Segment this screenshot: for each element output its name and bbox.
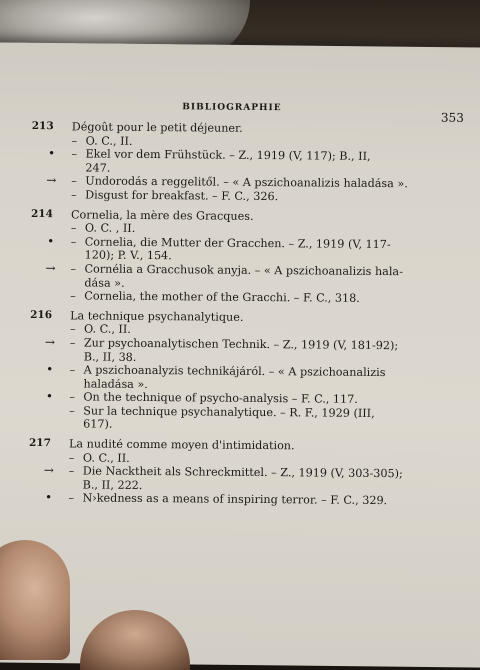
entry-continuation: haladása ». bbox=[83, 377, 148, 391]
bibliography-entry bbox=[28, 437, 469, 509]
blank-marker bbox=[31, 188, 71, 202]
entry-text: O. C., II. bbox=[85, 134, 133, 148]
entry-continuation: B., II, 222. bbox=[82, 478, 143, 492]
dash: – bbox=[69, 404, 75, 418]
dash: – bbox=[70, 289, 76, 303]
entry-continuation: B., II, 38. bbox=[83, 349, 137, 364]
bibliography-entry bbox=[30, 208, 471, 307]
entry-line bbox=[30, 289, 470, 306]
dash: – bbox=[69, 363, 76, 377]
entry-text: O. C., II. bbox=[83, 322, 131, 337]
dash: – bbox=[71, 188, 77, 202]
entry-continuation: 247. bbox=[85, 161, 111, 175]
entry-title: Cornelia, la mère des Gracques. bbox=[70, 207, 254, 223]
blank-marker bbox=[30, 289, 70, 303]
thumb bbox=[0, 540, 70, 660]
arrow-marker: → bbox=[45, 261, 56, 276]
running-head: BIBLIOGRAPHIE bbox=[182, 102, 282, 114]
entry-title: Dégoût pour le petit déjeuner. bbox=[71, 120, 243, 135]
bibliography-entry bbox=[29, 309, 470, 435]
dash: – bbox=[71, 133, 78, 147]
entry-number: 216 bbox=[30, 308, 53, 321]
blank-marker bbox=[30, 322, 70, 336]
dash: – bbox=[69, 390, 76, 404]
page-number: 353 bbox=[440, 110, 464, 125]
entry-text: Cornelia, die Mutter der Gracchen. – Z., 1919 (V, 117- bbox=[84, 235, 391, 251]
entry-text: On the technique of psycho-analysis – F. C., 117. bbox=[83, 390, 358, 407]
arrow-marker: → bbox=[43, 463, 54, 478]
bullet-marker: • bbox=[45, 389, 54, 404]
entry-number: 213 bbox=[31, 119, 54, 133]
bullet-marker: • bbox=[46, 362, 54, 377]
entry-continuation: dása ». bbox=[84, 275, 125, 290]
entry-continuation: 120); P. V., 154. bbox=[84, 248, 172, 263]
entry-number: 214 bbox=[30, 207, 53, 220]
dash: – bbox=[68, 491, 75, 505]
entry-text: O. C., II. bbox=[82, 451, 130, 465]
entry-text: Cornelia, the mother of the Gracchi. – F. C., 318. bbox=[84, 289, 360, 305]
dash: – bbox=[68, 464, 75, 478]
dash: – bbox=[69, 336, 76, 350]
entry-line bbox=[31, 188, 471, 205]
dash: – bbox=[71, 174, 77, 188]
blank-marker bbox=[29, 404, 69, 418]
bibliography-entry bbox=[31, 120, 472, 205]
entry-text: O. C. , II. bbox=[84, 221, 136, 236]
entry-title: La nudité comme moyen d'intimidation. bbox=[68, 437, 295, 453]
entry-text: N›kedness as a means of inspiring terror. – F. C., 329. bbox=[82, 491, 388, 508]
bullet-marker: • bbox=[47, 233, 55, 248]
dash: – bbox=[69, 322, 76, 336]
dash: – bbox=[70, 262, 77, 276]
entry-title: La technique psychanalytique. bbox=[70, 309, 244, 324]
dash: – bbox=[68, 450, 75, 465]
entry-text: Disgust for breakfast. – F. C., 326. bbox=[85, 188, 279, 204]
dash: – bbox=[71, 147, 78, 161]
dash: – bbox=[70, 235, 77, 249]
entry-text: Undorodás a reggelitől. – « A pszichoanalizis haladása ». bbox=[85, 174, 408, 191]
entry-text: Ekel vor dem Frühstück. – Z., 1919 (V, 117); B., II, bbox=[85, 147, 371, 164]
entry-text: A pszichoanalyzis technikájáról. – « A pszichoanalizis bbox=[83, 363, 386, 380]
bullet-marker: • bbox=[44, 490, 53, 505]
entry-text: Cornélia a Gracchusok anyja. – « A pszichoanalizis hala- bbox=[84, 262, 403, 279]
entry-text: Sur la technique psychanalytique. – R. F., 1929 (III, bbox=[83, 404, 375, 420]
arrow-marker: → bbox=[44, 335, 55, 350]
arrow-marker: → bbox=[46, 173, 57, 188]
entry-number: 217 bbox=[28, 437, 51, 450]
entry-continuation: 617). bbox=[83, 417, 113, 432]
entry-line bbox=[28, 491, 468, 508]
bullet-marker: • bbox=[47, 146, 56, 161]
entry-text: Zur psychoanalytischen Technik. – Z., 1919 (V, 181-92); bbox=[83, 336, 399, 353]
bibliography-entries bbox=[28, 120, 471, 515]
entry-text: Die Nacktheit als Schreckmittel. – Z., 1919 (V, 303-305); bbox=[82, 464, 403, 481]
dash: – bbox=[70, 221, 77, 235]
blank-marker bbox=[31, 221, 71, 235]
